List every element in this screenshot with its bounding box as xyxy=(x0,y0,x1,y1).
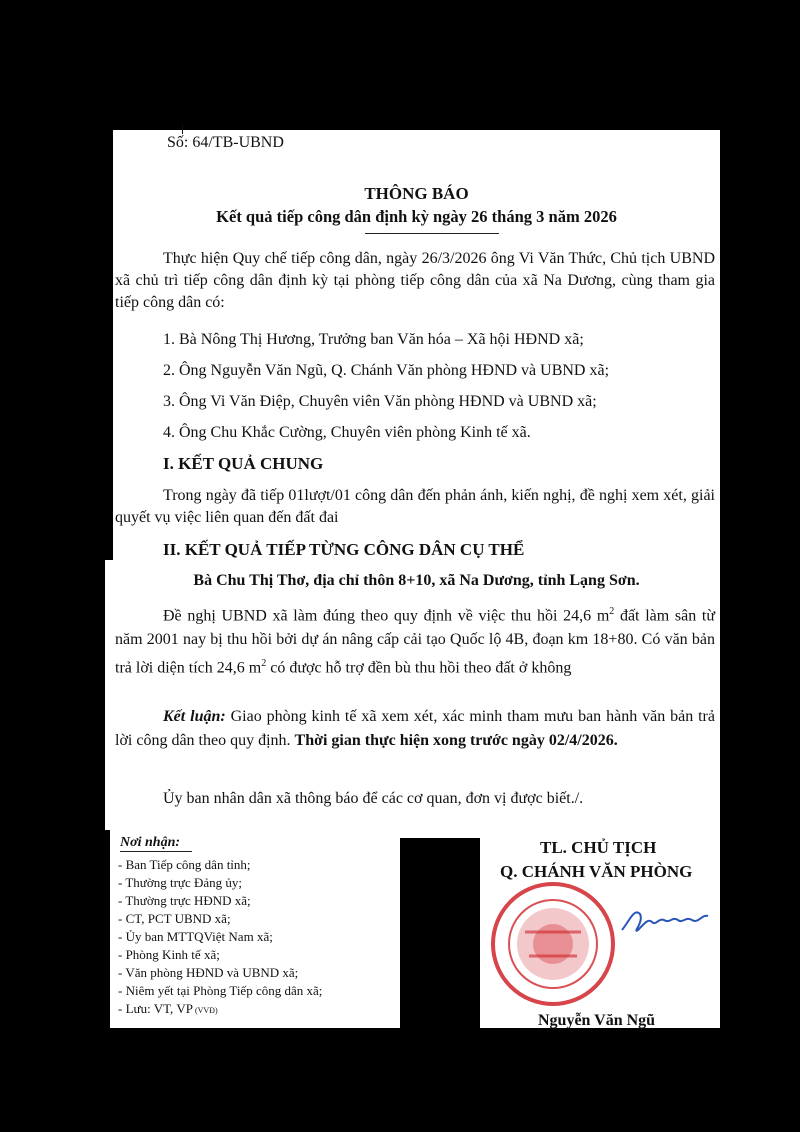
section-1-text: Trong ngày đã tiếp 01lượt/01 công dân đến phản ánh, kiến nghị, đề nghị xem xét, giải quyết vụ việc liên quan đến đất đai xyxy=(115,487,715,526)
recipient-item: - Văn phòng HĐND và UBND xã; xyxy=(118,965,299,980)
title-underline xyxy=(365,233,499,234)
conclusion-text: Giao phòng kinh tế xã xem xét, xác minh tham mưu ban hành văn bản trả lời công dân theo quy định. xyxy=(115,708,715,749)
section-1-heading: I. KẾT QUẢ CHUNG xyxy=(163,454,324,473)
recipient-item: - Niêm yết tại Phòng Tiếp công dân xã; xyxy=(118,983,323,998)
citizen-line: Bà Chu Thị Thơ, địa chỉ thôn 8+10, xã Na Dương, tỉnh Lạng Sơn. xyxy=(193,572,640,589)
recipient-suffix: (VVĐ) xyxy=(192,1006,218,1015)
request-text-c: có được hỗ trợ đền bù thu hồi theo đất ở không xyxy=(266,659,572,677)
superscript-2b: 2 xyxy=(261,658,267,670)
participant-2: 2. Ông Nguyễn Văn Ngũ, Q. Chánh Văn phòng HĐND và UBND xã; xyxy=(163,362,610,379)
request-paragraph xyxy=(115,600,715,681)
recipient-item: - Thường trực HĐND xã; xyxy=(118,893,251,908)
handwritten-signature xyxy=(620,900,710,940)
section-2-heading: II. KẾT QUẢ TIẾP TỪNG CÔNG DÂN CỤ THỂ xyxy=(163,540,525,559)
signature-title-1: TL. CHỦ TỊCH xyxy=(540,838,657,857)
recipients-title: Nơi nhận: xyxy=(120,835,181,850)
deadline-text: Thời gian thực hiện xong trước ngày 02/4/2026. xyxy=(294,732,618,749)
recipient-item: - Phòng Kinh tế xã; xyxy=(118,947,220,962)
recipient-item: - Ủy ban MTTQViệt Nam xã; xyxy=(118,929,273,944)
document-number: Số: 64/TB-UBND xyxy=(167,134,284,151)
conclusion-label: Kết luận: xyxy=(163,708,226,725)
recipient-item-text: - Lưu: VT, VP xyxy=(118,1001,193,1016)
red-seal-stamp xyxy=(485,882,635,1012)
recipients-underline xyxy=(120,851,192,852)
participant-3: 3. Ông Vi Văn Điệp, Chuyên viên Văn phòng HĐND và UBND xã; xyxy=(163,393,597,410)
document-subtitle: Kết quả tiếp công dân định kỳ ngày 26 tháng 3 năm 2026 xyxy=(216,207,617,226)
request-text-a: Đề nghị UBND xã làm đúng theo quy định về việc thu hồi 24,6 m xyxy=(163,607,610,625)
signature-title-2: Q. CHÁNH VĂN PHÒNG xyxy=(500,862,693,881)
paper-strip xyxy=(400,828,480,838)
recipient-item-last xyxy=(118,1000,322,1020)
request-text-b: đất làm sân từ năm 2001 nay bị thu hồi bởi dự án nâng cấp cải tạo Quốc lộ 4B, đoạn km 18+80. Có văn bản trả lời diện tích 24,6 m xyxy=(115,607,716,677)
recipient-item: - Thường trực Đảng ủy; xyxy=(118,875,242,890)
recipient-item: - Ban Tiếp công dân tỉnh; xyxy=(118,857,251,872)
participant-4: 4. Ông Chu Khắc Cường, Chuyên viên phòng Kinh tế xã. xyxy=(163,424,531,441)
closing-paragraph: Ủy ban nhân dân xã thông báo để các cơ quan, đơn vị được biết./. xyxy=(163,790,584,807)
recipient-item: - CT, PCT UBND xã; xyxy=(118,911,231,926)
participant-1: 1. Bà Nông Thị Hương, Trưởng ban Văn hóa – Xã hội HĐND xã; xyxy=(163,331,584,348)
superscript-2: 2 xyxy=(609,606,615,617)
document-title: THÔNG BÁO xyxy=(364,184,469,203)
crop-tick xyxy=(182,124,183,134)
signer-name: Nguyễn Văn Ngũ xyxy=(538,1012,656,1029)
conclusion-paragraph xyxy=(115,705,715,753)
recipients-list xyxy=(118,856,322,1020)
intro-paragraph: Thực hiện Quy chế tiếp công dân, ngày 26/3/2026 ông Vi Văn Thức, Chủ tịch UBND xã chủ trì tiếp công dân định kỳ tại phòng tiếp công dân của xã Na Dương, cùng tham gia tiếp công dân có: xyxy=(115,250,715,311)
